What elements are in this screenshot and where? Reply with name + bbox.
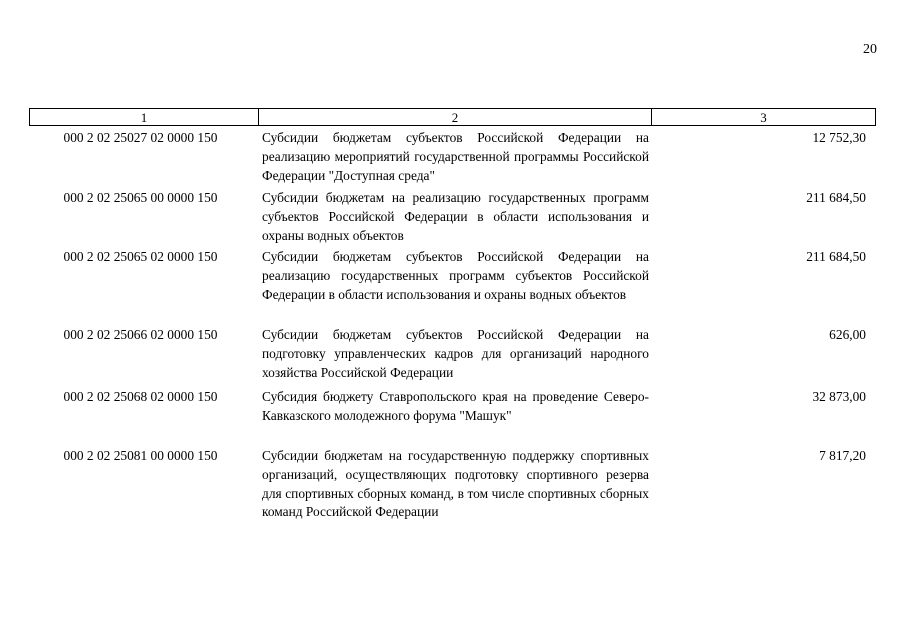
row-description: Субсидии бюджетам на государственную поддержку спортивных организаций, осуществляющих подготовку спортивного резерва для спортивных сборных команд, в том числе спортивных сборных команд Российской Федерации xyxy=(262,448,649,520)
row-description: Субсидии бюджетам субъектов Российской Федерации на реализацию государственных программ субъектов Российской Федерации в области использования и охраны водных объектов xyxy=(262,249,649,302)
budget-code: 000 2 02 25068 02 0000 150 xyxy=(63,389,218,404)
page-number: 20 xyxy=(863,42,877,57)
row-description: Субсидии бюджетам субъектов Российской Федерации на подготовку управленческих кадров для организаций народного хозяйства Российской Федерации xyxy=(262,327,649,380)
row-amount: 12 752,30 xyxy=(812,130,866,145)
row-description: Субсидии бюджетам на реализацию государственных программ субъектов Российской Федерации в области использования и охраны водных объектов xyxy=(262,190,649,243)
table-row xyxy=(29,326,876,382)
table-row xyxy=(29,248,876,304)
budget-code: 000 2 02 25065 00 0000 150 xyxy=(63,190,218,205)
table-row xyxy=(29,129,876,185)
budget-code: 000 2 02 25081 00 0000 150 xyxy=(63,448,218,463)
table-row xyxy=(29,189,876,245)
budget-code: 000 2 02 25066 02 0000 150 xyxy=(63,327,218,342)
column-header-1: 1 xyxy=(30,109,259,125)
row-description: Субсидии бюджетам субъектов Российской Федерации на реализацию мероприятий государственной программы Российской Федерации "Доступная среда" xyxy=(262,130,649,183)
budget-code: 000 2 02 25027 02 0000 150 xyxy=(63,130,218,145)
row-amount: 626,00 xyxy=(829,327,866,342)
row-amount: 211 684,50 xyxy=(806,190,866,205)
row-amount: 211 684,50 xyxy=(806,249,866,264)
table-row xyxy=(29,447,876,522)
column-header-3: 3 xyxy=(760,109,767,125)
row-amount: 7 817,20 xyxy=(819,448,866,463)
column-header-2: 2 xyxy=(259,109,652,125)
row-description: Субсидия бюджету Ставропольского края на проведение Северо-Кавказского молодежного форума "Машук" xyxy=(262,389,649,423)
budget-code: 000 2 02 25065 02 0000 150 xyxy=(63,249,218,264)
table-row xyxy=(29,388,876,426)
row-amount: 32 873,00 xyxy=(812,389,866,404)
table-header xyxy=(29,108,876,126)
